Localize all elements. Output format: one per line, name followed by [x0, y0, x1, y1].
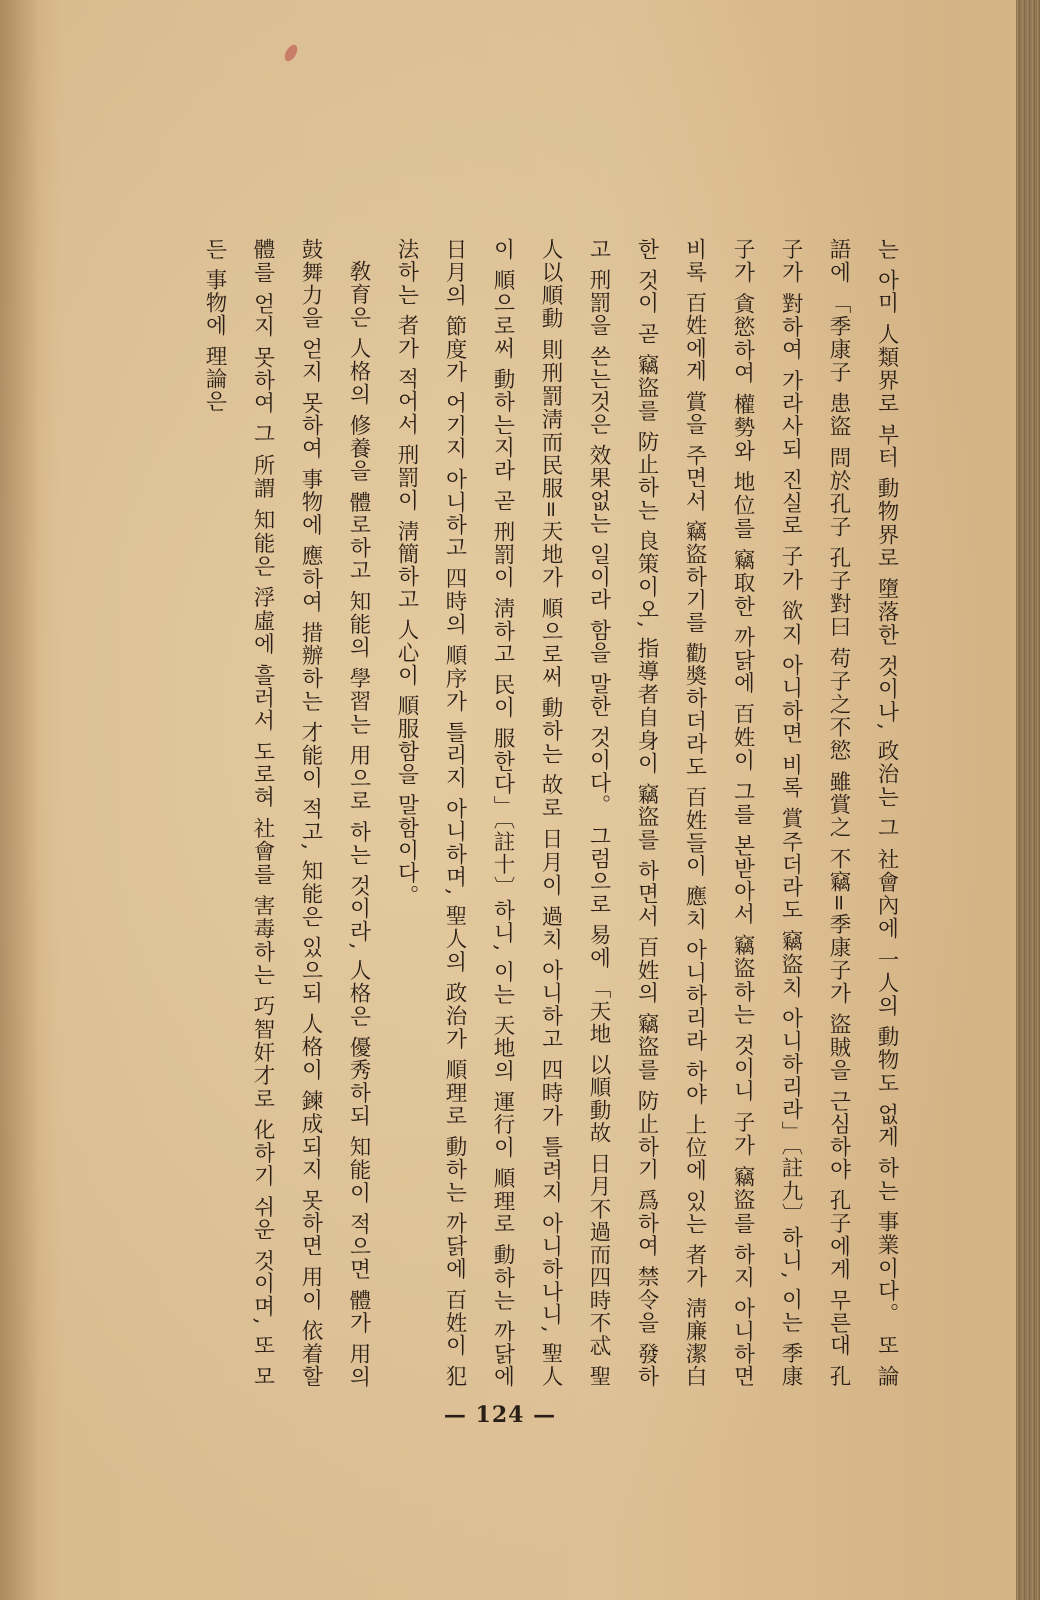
spine-shadow	[0, 0, 40, 1600]
paragraph-1: 는 아미 人類界로 부터 動物界로 墮落한 것이나, 政治는 그 社會內에 一人의 動物도 없게 하는 事業이다。 또 論語에 「季康子 患盜 問於孔子 孔子對曰 苟子之不慾 雖賞之 不竊=季康子가 盜賊을 근심하야 孔子에게 무른대 孔子가 對하여 가라사되 진실로 子가 欲지 아니하면 비록 賞주더라도 竊盜치 아니하리라」〔註九〕하니, 이는 季康子가 貪慾하여 權勢와 地位를 竊取한 까닭에 百姓이 그를 본받아서 竊盜하는 것이니 子가 竊盜를 하지 아니하면 비록 百姓에게 賞을 주면서 竊盜하기를 勸奬하더라도 百姓들이 應치 아니하리라 하야 上位에 있는 者가 淸廉潔白한 것이 곧 竊盜를 防止하는 良策이오, 指導者自身이 竊盜를 하면서 百姓의 竊盜를 防止하기 爲하여 禁令을 發하고 刑罰을 쓴는것은 效果없는 일이라 함을 말한 것이다。 그럼으로 易에 「天地 以順動故 日月不過而四時不忒 聖人以順動 則刑罰淸而民服=天地가 順으로써 動하는 故로 日月이 過치 아니하고 四時가 틀려지 아니하나니, 聖人이 順으로써 動하는지라 곧 刑罰이 淸하고 民이 服한다」〔註十〕하니, 이는 天地의 運行이 順理로 動하는 까닭에 日月의 節度가 어기지 아니하고 四時의 順序가 틀리지 아니하며, 聖人의 政治가 順理로 動하는 까닭에 百姓이 犯法하는 者가 적어서 刑罰이 淸簡하고 人心이 順服함을 말함이다。	[394, 238, 899, 1388]
page-edge	[1016, 0, 1040, 1600]
page-number: — 124 —	[443, 1402, 557, 1428]
ink-stain	[282, 43, 300, 64]
vertical-text-block	[140, 238, 910, 1388]
paragraph-2: 敎育은 人格의 修養을 體로하고 知能의 學習는 用으로 하는 것이라, 人格은 優秀하되 知能이 적으면 體가 用의 鼓舞力을 얻지 못하여 事物에 應하여 措辦하는 才能이 적고, 知能은 있으되 人格이 鍊成되지 못하면 用이 依着할 體를 얻지 못하여 그 所謂 知能은 浮虛에 흘러서 도로혀 社會를 害毒하는 巧智奸才로 化하기 쉬운 것이며, 또 모든 事物에 理論은	[202, 238, 371, 1388]
